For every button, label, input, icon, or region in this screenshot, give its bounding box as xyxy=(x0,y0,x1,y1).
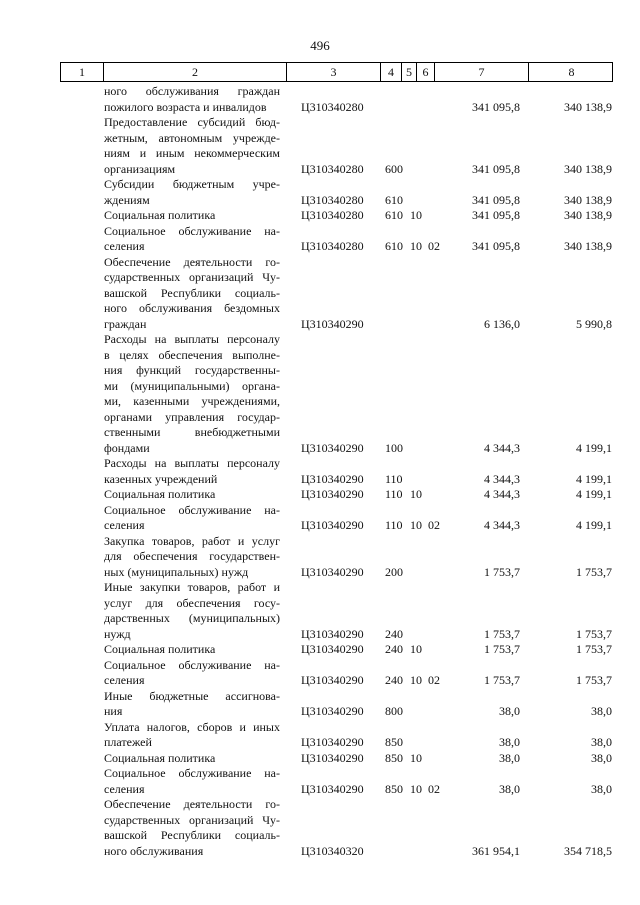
amount-col-7: 6 136,0 xyxy=(484,316,520,331)
amount-col-8: 5 990,8 xyxy=(576,316,612,331)
description-line: Расходы на выплаты персоналу xyxy=(104,456,280,470)
amount-col-8: 38,0 xyxy=(591,750,612,765)
section: 10 xyxy=(410,750,422,765)
description-line: ственными внебюджетными xyxy=(104,425,280,439)
description-line: органами управления государ- xyxy=(104,409,280,424)
section: 10 xyxy=(410,239,422,253)
row-description xyxy=(104,658,280,689)
target-article-code: Ц310340290 xyxy=(301,781,364,796)
description-line: вашской Республики социаль- xyxy=(104,828,280,842)
header-col-8: 8 xyxy=(568,65,575,79)
target-article-code: Ц310340290 xyxy=(301,487,364,501)
target-article-code: Ц310340280 xyxy=(301,99,364,114)
table-row xyxy=(0,534,640,581)
amount-col-7: 38,0 xyxy=(499,735,520,749)
target-article-code: Ц310340280 xyxy=(301,161,364,176)
header-col-4: 4 xyxy=(381,63,402,81)
table-row xyxy=(0,255,640,333)
expense-type: 610 xyxy=(385,192,403,207)
description-line: дарственных (муниципальных) xyxy=(104,611,280,625)
description-line: пожилого возраста и инвалидов xyxy=(104,99,267,114)
section: 10 xyxy=(410,781,422,796)
amount-col-8: 340 138,9 xyxy=(564,192,612,207)
table-row xyxy=(0,658,640,689)
expense-type: 850 xyxy=(385,781,403,796)
description-line: Расходы на выплаты персоналу xyxy=(104,332,280,346)
description-line: Социальное обслуживание на- xyxy=(104,657,280,672)
table-row xyxy=(0,224,640,255)
amount-col-8: 340 138,9 xyxy=(564,161,612,176)
subsection: 02 xyxy=(428,781,440,796)
description-line: Иные закупки товаров, работ и xyxy=(104,580,280,594)
row-description xyxy=(104,487,280,503)
target-article-code: Ц310340290 xyxy=(301,750,364,765)
description-line: Социальное обслуживание на- xyxy=(104,223,280,238)
expense-type: 110 xyxy=(385,471,403,486)
description-line: ных (муниципальных) нужд xyxy=(104,564,249,579)
target-article-code: Ц310340280 xyxy=(301,192,364,207)
description-line: для обеспечения государствен- xyxy=(104,549,280,563)
row-description xyxy=(104,84,280,115)
amount-col-7: 361 954,1 xyxy=(472,843,520,858)
table-row xyxy=(0,115,640,177)
header-col-5: 5 xyxy=(402,63,417,81)
amount-col-7: 341 095,8 xyxy=(472,192,520,207)
expense-type: 610 xyxy=(385,239,403,253)
row-description xyxy=(104,503,280,534)
target-article-code: Ц310340290 xyxy=(301,673,364,687)
description-line: ждениям xyxy=(104,192,150,207)
description-line: ного обслуживания xyxy=(104,843,204,858)
target-article-code: Ц310340280 xyxy=(301,208,364,222)
description-line: Социальная политика xyxy=(104,750,216,765)
table-row xyxy=(0,751,640,767)
row-description xyxy=(104,766,280,797)
amount-col-8: 4 199,1 xyxy=(576,440,612,455)
amount-col-8: 1 753,7 xyxy=(576,564,612,579)
description-line: ния xyxy=(104,704,123,718)
description-line: в целях обеспечения выполне- xyxy=(104,347,280,362)
target-article-code: Ц310340290 xyxy=(301,564,364,579)
header-col-3: 3 xyxy=(287,63,381,81)
amount-col-8: 4 199,1 xyxy=(576,487,612,501)
description-line: вашской Республики социаль- xyxy=(104,285,280,300)
amount-col-8: 340 138,9 xyxy=(564,239,612,253)
target-article-code: Ц310340290 xyxy=(301,626,364,641)
description-line: платежей xyxy=(104,735,152,749)
amount-col-7: 4 344,3 xyxy=(484,518,520,532)
description-line: Закупка товаров, работ и услуг xyxy=(104,533,280,548)
section: 10 xyxy=(410,208,422,222)
description-line: Социальное обслуживание на- xyxy=(104,766,280,780)
table-row xyxy=(0,503,640,534)
description-line: казенных учреждений xyxy=(104,471,218,486)
table-row xyxy=(0,766,640,797)
expense-type: 600 xyxy=(385,161,403,176)
description-line: жетным, автономным учрежде- xyxy=(104,130,280,145)
description-line: Обеспечение деятельности го- xyxy=(104,797,280,811)
description-line: Субсидии бюджетным учре- xyxy=(104,177,280,191)
description-line: селения xyxy=(104,673,145,687)
expense-type: 850 xyxy=(385,735,403,749)
description-line: Уплата налогов, сборов и иных xyxy=(104,719,280,734)
amount-col-7: 4 344,3 xyxy=(484,487,520,501)
description-line: сударственных организаций Чу- xyxy=(104,812,280,827)
description-line: ного обслуживания граждан xyxy=(104,84,280,98)
amount-col-7: 38,0 xyxy=(499,704,520,718)
table-row xyxy=(0,456,640,487)
expense-type: 240 xyxy=(385,642,403,656)
description-line: ного обслуживания бездомных xyxy=(104,301,280,315)
subsection: 02 xyxy=(428,239,440,253)
amount-col-8: 4 199,1 xyxy=(576,471,612,486)
table-row xyxy=(0,642,640,658)
amount-col-8: 1 753,7 xyxy=(576,642,612,656)
amount-col-8: 340 138,9 xyxy=(564,99,612,114)
row-description xyxy=(104,751,280,767)
target-article-code: Ц310340290 xyxy=(301,518,364,532)
description-line: сударственных организаций Чу- xyxy=(104,270,280,284)
target-article-code: Ц310340320 xyxy=(301,843,364,858)
row-description xyxy=(104,534,280,581)
expense-type: 800 xyxy=(385,704,403,718)
description-line: нужд xyxy=(104,626,131,641)
table-row xyxy=(0,487,640,503)
expense-type: 200 xyxy=(385,564,403,579)
description-line: селения xyxy=(104,781,145,796)
target-article-code: Ц310340290 xyxy=(301,642,364,656)
amount-col-8: 340 138,9 xyxy=(564,208,612,222)
expense-type: 850 xyxy=(385,750,403,765)
description-line: ми, казенными учреждениями, xyxy=(104,394,280,408)
section: 10 xyxy=(410,673,422,687)
amount-col-8: 38,0 xyxy=(591,735,612,749)
expense-type: 240 xyxy=(385,626,403,641)
table-header xyxy=(60,62,613,82)
table-row xyxy=(0,84,640,115)
amount-col-7: 38,0 xyxy=(499,750,520,765)
amount-col-7: 1 753,7 xyxy=(484,642,520,656)
amount-col-7: 1 753,7 xyxy=(484,673,520,687)
table-body xyxy=(0,84,640,859)
row-description xyxy=(104,255,280,333)
description-line: Обеспечение деятельности го- xyxy=(104,254,280,269)
row-description xyxy=(104,332,280,456)
amount-col-7: 341 095,8 xyxy=(472,239,520,253)
row-description xyxy=(104,456,280,487)
page-number: 496 xyxy=(310,38,330,53)
table-row xyxy=(0,797,640,859)
amount-col-8: 4 199,1 xyxy=(576,518,612,532)
description-line: Предоставление субсидий бюд- xyxy=(104,115,280,129)
amount-col-7: 1 753,7 xyxy=(484,626,520,641)
header-col-2: 2 xyxy=(104,63,287,81)
amount-col-8: 1 753,7 xyxy=(576,626,612,641)
row-description xyxy=(104,642,280,658)
description-line: Социальная политика xyxy=(104,642,216,656)
description-line: ниям и иным некоммерческим xyxy=(104,146,280,160)
row-description xyxy=(104,580,280,642)
target-article-code: Ц310340290 xyxy=(301,704,364,718)
table-row xyxy=(0,332,640,456)
table-row xyxy=(0,177,640,208)
amount-col-7: 38,0 xyxy=(499,781,520,796)
table-row xyxy=(0,720,640,751)
row-description xyxy=(104,115,280,177)
description-line: Социальное обслуживание на- xyxy=(104,502,280,517)
table-row xyxy=(0,580,640,642)
row-description xyxy=(104,177,280,208)
description-line: граждан xyxy=(104,316,147,331)
target-article-code: Ц310340290 xyxy=(301,735,364,749)
header-col-7: 7 xyxy=(435,63,529,81)
table-row xyxy=(0,689,640,720)
amount-col-7: 4 344,3 xyxy=(484,471,520,486)
row-description xyxy=(104,689,280,720)
expense-type: 110 xyxy=(385,487,403,501)
target-article-code: Ц310340290 xyxy=(301,471,364,486)
row-description xyxy=(104,720,280,751)
row-description xyxy=(104,797,280,859)
header-col-6: 6 xyxy=(417,63,435,81)
amount-col-7: 341 095,8 xyxy=(472,208,520,222)
target-article-code: Ц310340290 xyxy=(301,440,364,455)
amount-col-8: 354 718,5 xyxy=(564,843,612,858)
table-row xyxy=(0,208,640,224)
amount-col-7: 341 095,8 xyxy=(472,161,520,176)
description-line: селения xyxy=(104,518,145,532)
description-line: фондами xyxy=(104,440,150,455)
subsection: 02 xyxy=(428,518,440,532)
amount-col-8: 38,0 xyxy=(591,781,612,796)
description-line: ния функций государственны- xyxy=(104,363,280,377)
row-description xyxy=(104,208,280,224)
expense-type: 610 xyxy=(385,208,403,222)
description-line: Иные бюджетные ассигнова- xyxy=(104,688,280,703)
expense-type: 110 xyxy=(385,518,403,532)
amount-col-7: 1 753,7 xyxy=(484,564,520,579)
description-line: селения xyxy=(104,239,145,253)
expense-type: 240 xyxy=(385,673,403,687)
description-line: Социальная политика xyxy=(104,487,216,501)
header-col-1: 1 xyxy=(61,63,104,81)
description-line: услуг для обеспечения госу- xyxy=(104,595,280,610)
amount-col-8: 1 753,7 xyxy=(576,673,612,687)
section: 10 xyxy=(410,487,422,501)
subsection: 02 xyxy=(428,673,440,687)
target-article-code: Ц310340290 xyxy=(301,316,364,331)
section: 10 xyxy=(410,642,422,656)
description-line: организациям xyxy=(104,161,176,176)
amount-col-8: 38,0 xyxy=(591,704,612,718)
amount-col-7: 341 095,8 xyxy=(472,99,520,114)
description-line: ми (муниципальными) органа- xyxy=(104,378,280,393)
amount-col-7: 4 344,3 xyxy=(484,440,520,455)
section: 10 xyxy=(410,518,422,532)
expense-type: 100 xyxy=(385,440,403,455)
description-line: Социальная политика xyxy=(104,208,216,222)
row-description xyxy=(104,224,280,255)
target-article-code: Ц310340280 xyxy=(301,239,364,253)
